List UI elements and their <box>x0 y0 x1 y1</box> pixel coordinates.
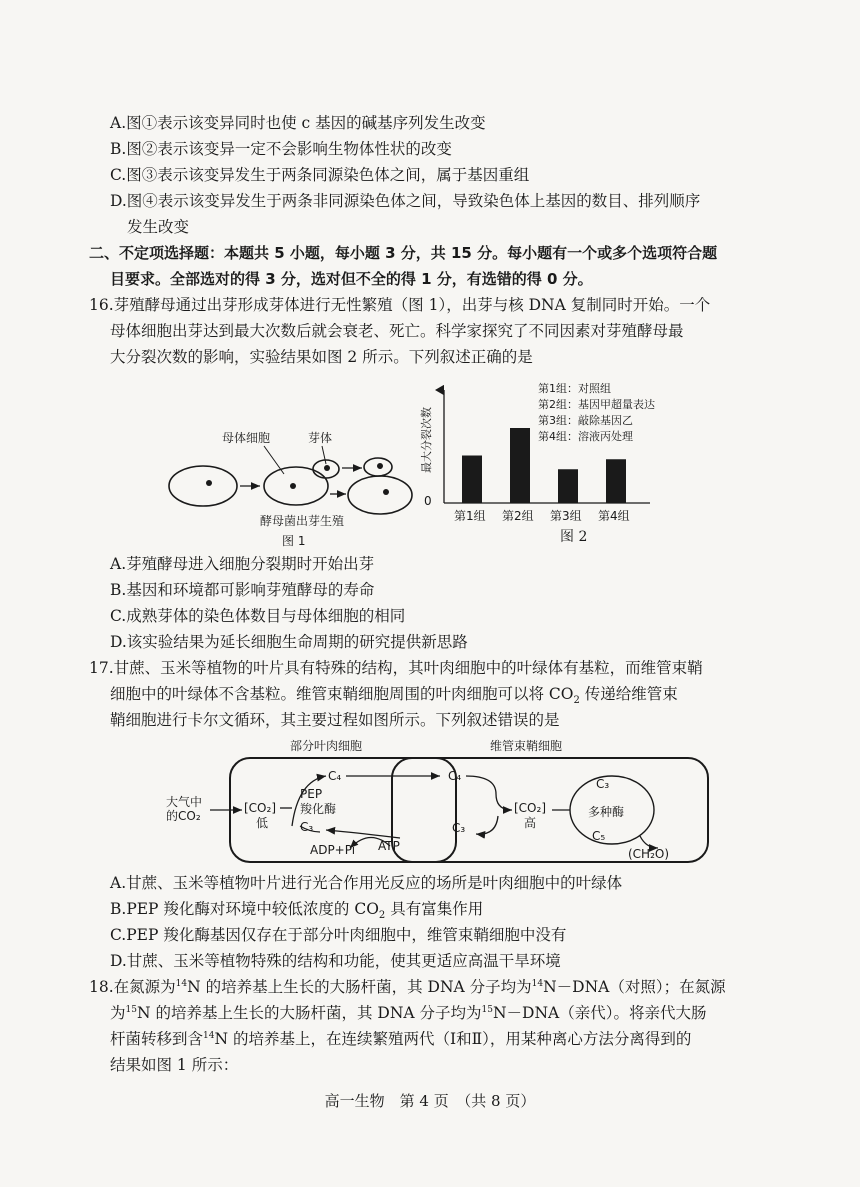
q18-stem-line3: 杆菌转移到含$^{14}$N 的培养基上，在连续繁殖两代（Ⅰ和Ⅱ），用某种离心方法分离得到的 <box>110 1030 692 1048</box>
co2-high-2: 高 <box>524 816 537 830</box>
pep-label: PEP <box>300 787 323 801</box>
x-tick-label-2: 第2组 <box>502 509 534 523</box>
c4-bundle-sheath: C₄ <box>448 769 462 783</box>
atmospheric-co2-1: 大气中 <box>166 795 203 809</box>
option-15b: B.图②表示该变异一定不会影响生物体性状的改变 <box>110 140 452 158</box>
co2-high-1: [CO₂] <box>514 801 546 815</box>
x-tick-label-1: 第1组 <box>454 509 486 523</box>
option-17b: B.PEP 羧化酶对环境中较低浓度的 $CO_2$ 具有富集作用 <box>110 900 484 922</box>
atp-label: ATP <box>378 839 400 853</box>
co2-low-1: [CO₂] <box>244 801 276 815</box>
c3-bundle-sheath: C₃ <box>452 821 466 835</box>
option-15d-line1: D.图④表示该变异发生于两条非同源染色体之间，导致染色体上基因的数目、排列顺序 <box>110 192 701 210</box>
figure-2-bar-chart <box>410 378 690 548</box>
pep-carboxylase-label: 羧化酶 <box>300 802 337 816</box>
bar-group-4 <box>606 459 626 503</box>
option-15c: C.图③表示该变异发生于两条同源染色体之间，属于基因重组 <box>110 166 530 184</box>
legend-entry-1: 第1组：对照组 <box>538 382 611 395</box>
option-15d-line2: 发生改变 <box>127 218 190 236</box>
c4-mesophyll: C₄ <box>328 769 342 783</box>
section-header-line1: 二、不定项选择题：本题共 5 小题，每小题 3 分，共 15 分。每小题有一个或多个选项符合题 <box>89 244 718 262</box>
x-tick-label-4: 第4组 <box>598 509 630 523</box>
label-bud: 芽体 <box>308 431 333 445</box>
option-16d: D.该实验结果为延长细胞生命周期的研究提供新思路 <box>110 633 468 651</box>
fig2-label: 图 2 <box>560 529 588 545</box>
label-bundle-sheath: 维管束鞘细胞 <box>490 739 563 753</box>
q18-stem-line2: 为$^{15}$N 的培养基上生长的大肠杆菌，其 DNA 分子均为$^{15}$N－DNA（亲代）。将亲代大肠 <box>110 1004 707 1022</box>
fig1-label: 图 1 <box>282 534 306 548</box>
y-tick-0: 0 <box>424 494 432 508</box>
q16-stem-line2: 母体细胞出芽达到最大次数后就会衰老、死亡。科学家探究了不同因素对芽殖酵母最 <box>110 322 684 340</box>
yeast-daughter-large <box>348 476 412 514</box>
yeast-cell-1 <box>169 466 237 506</box>
fig1-caption: 酵母菌出芽生殖 <box>260 514 345 528</box>
co2-low-2: 低 <box>256 816 269 830</box>
q16-stem-line1: 16.芽殖酵母通过出芽形成芽体进行无性繁殖（图 1），出芽与核 DNA 复制同时开始。一个 <box>89 296 711 314</box>
enzymes-label: 多种酶 <box>588 805 625 819</box>
adp-pi-label: ADP+Pi <box>310 843 356 857</box>
legend-entry-2: 第2组：基因甲超量表达 <box>538 398 655 411</box>
q17-stem-line3: 鞘细胞进行卡尔文循环，其主要过程如图所示。下列叙述错误的是 <box>110 711 560 729</box>
c5-label: C₅ <box>592 829 606 843</box>
bar-group-1 <box>462 456 482 504</box>
figure-1-yeast-budding <box>160 428 430 548</box>
x-tick-label-3: 第3组 <box>550 509 582 523</box>
option-17d: D.甘蔗、玉米等植物特殊的结构和功能，使其更适应高温干旱环境 <box>110 952 561 970</box>
page-footer: 高一生物 第 4 页 （共 8 页） <box>324 1092 536 1110</box>
q18-stem-line4: 结果如图 1 所示： <box>110 1056 239 1074</box>
section-header-line2: 目要求。全部选对的得 3 分，选对但不全的得 1 分，有选错的得 0 分。 <box>110 270 593 288</box>
label-mother-cell: 母体细胞 <box>222 431 271 445</box>
option-16b: B.基因和环境都可影响芽殖酵母的寿命 <box>110 581 375 599</box>
option-17c: C.PEP 羧化酶基因仅存在于部分叶肉细胞中，维管束鞘细胞中没有 <box>110 926 567 944</box>
bar-group-2 <box>510 428 530 503</box>
y-axis-label: 最大分裂次数 <box>420 407 433 473</box>
ch2o-label: (CH₂O) <box>628 847 670 861</box>
legend-entry-3: 第3组：敲除基因乙 <box>538 414 633 427</box>
option-17a: A.甘蔗、玉米等植物叶片进行光合作用光反应的场所是叶肉细胞中的叶绿体 <box>110 874 623 892</box>
q17-stem-line2: 细胞中的叶绿体不含基粒。维管束鞘细胞周围的叶肉细胞可以将 $CO_2$ 传递给维管束 <box>110 685 678 707</box>
atmospheric-co2-2: 的CO₂ <box>166 809 201 823</box>
q16-stem-line3: 大分裂次数的影响，实验结果如图 2 所示。下列叙述正确的是 <box>110 348 533 366</box>
c3-cycle: C₃ <box>596 777 610 791</box>
bar-group-3 <box>558 469 578 503</box>
option-16c: C.成熟芽体的染色体数目与母体细胞的相同 <box>110 607 406 625</box>
legend-entry-4: 第4组：溶液丙处理 <box>538 430 633 443</box>
option-16a: A.芽殖酵母进入细胞分裂期时开始出芽 <box>110 555 375 573</box>
c3-mesophyll: C₃ <box>300 820 314 834</box>
q17-stem-line1: 17.甘蔗、玉米等植物的叶片具有特殊的结构，其叶肉细胞中的叶绿体有基粒，而维管束鞘 <box>89 659 703 677</box>
option-15a: A.图①表示该变异同时也使 c 基因的碱基序列发生改变 <box>110 114 486 132</box>
c4-pathway-diagram <box>160 736 720 866</box>
label-mesophyll: 部分叶肉细胞 <box>290 739 363 753</box>
q18-stem-line1: 18.在氮源为$^{14}$N 的培养基上生长的大肠杆菌，其 DNA 分子均为$^{14}$N－DNA（对照）；在氮源 <box>89 978 726 996</box>
